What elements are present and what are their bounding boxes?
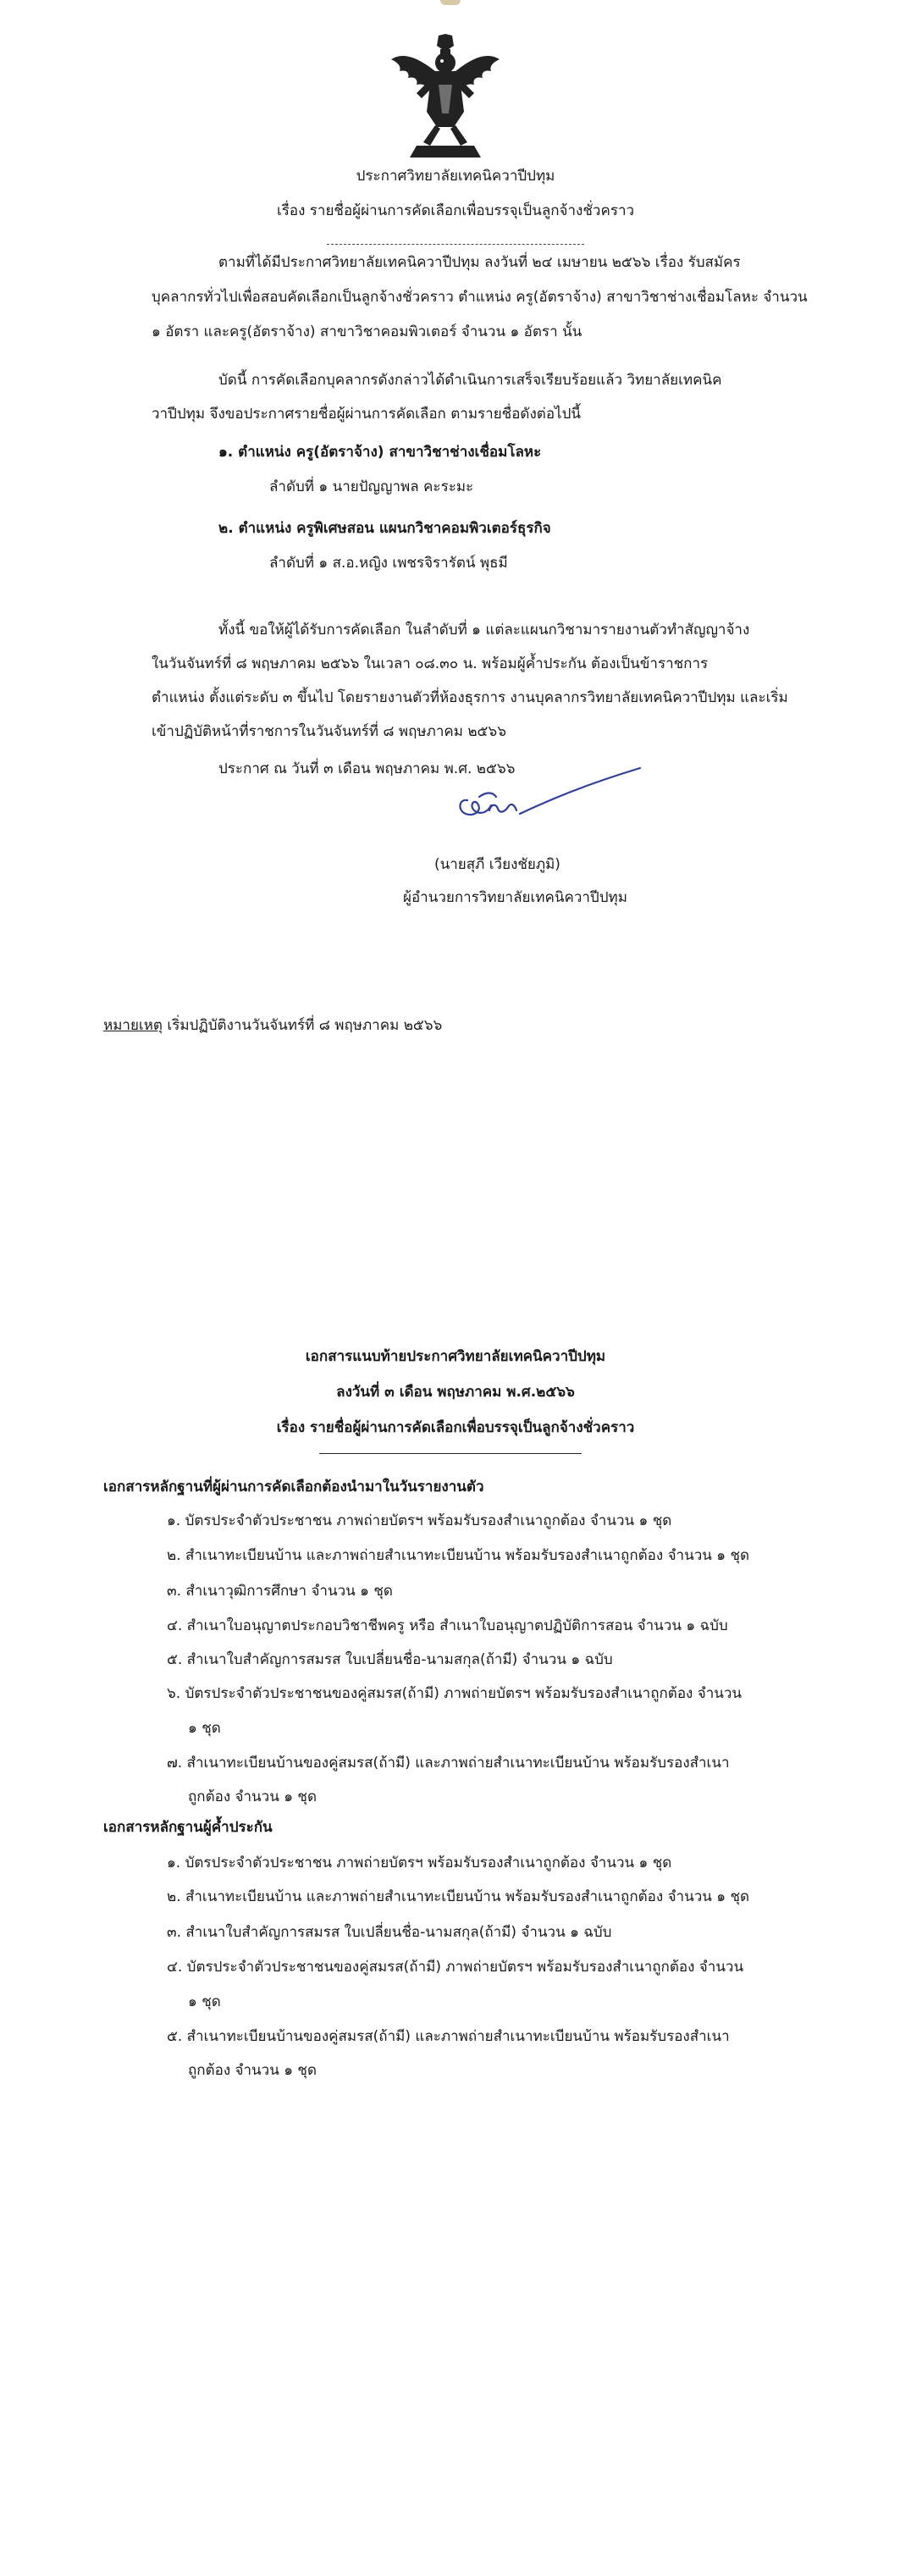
list-item: ๗. สำเนาทะเบียนบ้านของคู่สมรส(ถ้ามี) และภาพถ่ายสำเนาทะเบียนบ้าน พร้อมรับรองสำเนา [167, 1755, 730, 1772]
list-item: ๓. สำเนาวุฒิการศึกษา จำนวน ๑ ชุด [167, 1583, 393, 1600]
announcement-title: ประกาศวิทยาลัยเทคนิควาปีปทุม [356, 168, 555, 185]
list-item: ๒. สำเนาทะเบียนบ้าน และภาพถ่ายสำเนาทะเบียนบ้าน พร้อมรับรองสำเนาถูกต้อง จำนวน ๑ ชุด [167, 1888, 750, 1905]
note-line [103, 1015, 442, 1036]
paragraph-line: ในวันจันทร์ที่ ๘ พฤษภาคม ๒๕๖๖ ในเวลา ๐๘.๓๐ น. พร้อมผู้ค้ำประกัน ต้องเป็นข้าราชการ [152, 655, 709, 672]
paragraph-line: บุคลากรทั่วไปเพื่อสอบคัดเลือกเป็นลูกจ้างชั่วคราว ตำแหน่ง ครู(อัตราจ้าง) สาขาวิชาช่างเชื่อมโลหะ จำนวน [152, 289, 808, 306]
list-item: ๔. สำเนาใบอนุญาตประกอบวิชาชีพครู หรือ สำเนาใบอนุญาตปฏิบัติการสอน จำนวน ๑ ฉบับ [167, 1617, 728, 1634]
position-1-title: ๑. ตำแหน่ง ครู(อัตราจ้าง) สาขาวิชาช่างเชื่อมโลหะ [218, 444, 542, 461]
attachment-date: ลงวันที่ ๓ เดือน พฤษภาคม พ.ศ.๒๕๖๖ [336, 1384, 575, 1401]
attachment-title: เอกสารแนบท้ายประกาศวิทยาลัยเทคนิควาปีปทุม [305, 1348, 606, 1365]
note-label: หมายเหตุ [103, 1017, 163, 1034]
header-separator [327, 244, 584, 245]
list-item: ๓. สำเนาใบสำคัญการสมรส ใบเปลี่ยนชื่อ-นามสกุล(ถ้ามี) จำนวน ๑ ฉบับ [167, 1924, 612, 1941]
list-item-continuation: ถูกต้อง จำนวน ๑ ชุด [188, 2062, 317, 2079]
attachment-subject: เรื่อง รายชื่อผู้ผ่านการคัดเลือกเพื่อบรรจุเป็นลูกจ้างชั่วคราว [276, 1419, 635, 1436]
paragraph-line: บัดนี้ การคัดเลือกบุคลากรดังกล่าวได้ดำเนินการเสร็จเรียบร้อยแล้ว วิทยาลัยเทคนิค [218, 372, 722, 389]
paragraph-line: ตำแหน่ง ตั้งแต่ระดับ ๓ ขึ้นไป โดยรายงานตัวที่ห้องธุรการ งานบุคลากรวิทยาลัยเทคนิควาปีปทุม และเริ่ม [152, 689, 788, 706]
page-top-mark [440, 0, 461, 5]
list-item: ๕. สำเนาใบสำคัญการสมรส ใบเปลี่ยนชื่อ-นามสกุล(ถ้ามี) จำนวน ๑ ฉบับ [167, 1651, 613, 1668]
list-item-continuation: ถูกต้อง จำนวน ๑ ชุด [188, 1788, 317, 1805]
paragraph-line: วาปีปทุม จึงขอประกาศรายชื่อผู้ผ่านการคัดเลือก ตามรายชื่อดังต่อไปนี้ [152, 406, 581, 423]
list-item: ๒. สำเนาทะเบียนบ้าน และภาพถ่ายสำเนาทะเบียนบ้าน พร้อมรับรองสำเนาถูกต้อง จำนวน ๑ ชุด [167, 1547, 750, 1564]
position-2-title: ๒. ตำแหน่ง ครูพิเศษสอน แผนกวิชาคอมพิวเตอร์ธุรกิจ [218, 520, 551, 537]
signature-icon [449, 766, 643, 826]
list-item-continuation: ๑ ชุด [188, 1720, 221, 1737]
garuda-emblem-icon [386, 34, 505, 161]
list-item-continuation: ๑ ชุด [188, 1993, 221, 2010]
section-2-heading: เอกสารหลักฐานผู้ค้ำประกัน [103, 1819, 273, 1836]
signer-title: ผู้อำนวยการวิทยาลัยเทคนิควาปีปทุม [403, 889, 627, 906]
list-item: ๑. บัตรประจำตัวประชาชน ภาพถ่ายบัตรฯ พร้อมรับรองสำเนาถูกต้อง จำนวน ๑ ชุด [167, 1855, 672, 1871]
position-2-rank: ลำดับที่ ๑ ส.อ.หญิง เพชรจิรารัตน์ พุธมี [269, 555, 508, 572]
list-item: ๑. บัตรประจำตัวประชาชน ภาพถ่ายบัตรฯ พร้อมรับรองสำเนาถูกต้อง จำนวน ๑ ชุด [167, 1512, 672, 1529]
position-1-rank: ลำดับที่ ๑ นายปัญญาพล คะระมะ [269, 478, 474, 495]
paragraph-line: ๑ อัตรา และครู(อัตราจ้าง) สาขาวิชาคอมพิวเตอร์ จำนวน ๑ อัตรา นั้น [152, 323, 582, 340]
list-item: ๖. บัตรประจำตัวประชาชนของคู่สมรส(ถ้ามี) ภาพถ่ายบัตรฯ พร้อมรับรองสำเนาถูกต้อง จำนวน [167, 1685, 743, 1702]
signer-name: (นายสุภี เวียงชัยภูมิ) [434, 856, 560, 873]
attachment-separator [319, 1453, 582, 1454]
list-item: ๔. บัตรประจำตัวประชาชนของคู่สมรส(ถ้ามี) ภาพถ่ายบัตรฯ พร้อมรับรองสำเนาถูกต้อง จำนวน [167, 1959, 744, 1976]
paragraph-line: เข้าปฏิบัติหน้าที่ราชการในวันจันทร์ที่ ๘ พฤษภาคม ๒๕๖๖ [152, 723, 507, 740]
paragraph-line: ทั้งนี้ ขอให้ผู้ได้รับการคัดเลือก ในลำดับที่ ๑ แต่ละแผนกวิชามารายงานตัวทำสัญญาจ้าง [218, 622, 750, 638]
announcement-subject: เรื่อง รายชื่อผู้ผ่านการคัดเลือกเพื่อบรรจุเป็นลูกจ้างชั่วคราว [276, 202, 635, 219]
paragraph-line: ตามที่ได้มีประกาศวิทยาลัยเทคนิควาปีปทุม ลงวันที่ ๒๔ เมษายน ๒๕๖๖ เรื่อง รับสมัคร [218, 254, 741, 271]
list-item: ๕. สำเนาทะเบียนบ้านของคู่สมรส(ถ้ามี) และภาพถ่ายสำเนาทะเบียนบ้าน พร้อมรับรองสำเนา [167, 2028, 730, 2045]
section-1-heading: เอกสารหลักฐานที่ผู้ผ่านการคัดเลือกต้องนำมาในวันรายงานตัว [103, 1479, 484, 1495]
note-text: เริ่มปฏิบัติงานวันจันทร์ที่ ๘ พฤษภาคม ๒๕๖๖ [162, 1017, 443, 1034]
announce-date: ประกาศ ณ วันที่ ๓ เดือน พฤษภาคม พ.ศ. ๒๕๖๖ [218, 760, 516, 777]
